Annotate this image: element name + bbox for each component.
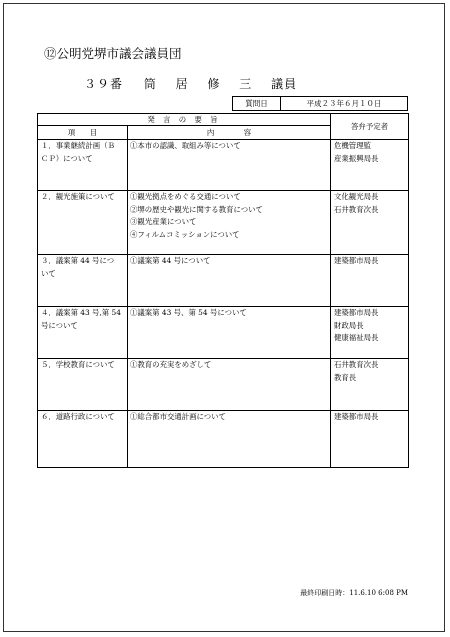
row-respondents bbox=[331, 359, 409, 411]
row-content-line: ①本市の認識、取組み等について bbox=[130, 141, 241, 150]
row-content-line: ①総合都市交通計画について bbox=[130, 412, 226, 421]
row-item bbox=[38, 411, 128, 468]
row-respondents bbox=[331, 140, 409, 191]
question-date-box bbox=[232, 96, 408, 111]
row-content bbox=[128, 411, 331, 468]
row-content bbox=[128, 359, 331, 411]
row-content-line: ③観光産業について bbox=[130, 217, 197, 226]
row-content bbox=[128, 140, 331, 191]
row-respondents bbox=[331, 191, 409, 255]
row-item-line: いて bbox=[41, 268, 56, 278]
table-row bbox=[38, 140, 409, 191]
row-respondents bbox=[331, 411, 409, 468]
row-respondents-line: 教育長 bbox=[334, 372, 357, 382]
row-respondents-line: 財政局長 bbox=[334, 320, 364, 330]
row-content-line: ①教育の充実をめざして bbox=[130, 360, 212, 369]
row-item-line: ３．議案第 44 号につ bbox=[41, 256, 115, 265]
row-respondents bbox=[331, 307, 409, 359]
row-respondents-line: 健康福祉局長 bbox=[334, 333, 379, 342]
table-row bbox=[38, 359, 409, 411]
row-item-line: ＣＰ）について bbox=[41, 153, 93, 163]
table-row bbox=[38, 255, 409, 307]
content-header: 内 容 bbox=[128, 126, 331, 140]
row-item bbox=[38, 191, 128, 255]
question-date-value: 平成２３年６月１０日 bbox=[306, 99, 382, 108]
last-printed: 最終印刷日時：11.6.10 6:08 PM bbox=[300, 589, 408, 597]
row-respondents-line: 産業振興局長 bbox=[334, 153, 379, 163]
row-content-line: ①観光拠点をめぐる交通について bbox=[130, 192, 241, 201]
row-item-line: ４．議案第 43 号,第 54 bbox=[41, 308, 121, 317]
row-content bbox=[128, 191, 331, 255]
table-row bbox=[38, 307, 409, 359]
row-content bbox=[128, 255, 331, 307]
respondent-header: 答弁予定者 bbox=[331, 114, 409, 140]
row-item bbox=[38, 140, 128, 191]
table-row bbox=[38, 411, 409, 468]
row-content-line: ②堺の歴史や観光に関する教育について bbox=[130, 204, 263, 214]
group-header: 発 言 の 要 旨 bbox=[38, 114, 331, 126]
row-respondents-line: 建築都市局長 bbox=[334, 412, 379, 421]
row-respondents-line: 建築都市局長 bbox=[334, 256, 379, 265]
row-item-line: １．事業継続計画（Ｂ bbox=[41, 141, 115, 150]
row-respondents-line: 石井教育次長 bbox=[334, 204, 379, 214]
row-content-line: ①議案第 43 号、第 54 号について bbox=[130, 308, 247, 317]
row-content-line: ④フィルムコミッションについて bbox=[130, 229, 240, 239]
row-item-line: 号について bbox=[41, 320, 78, 330]
row-respondents-line: 建築都市局長 bbox=[334, 308, 379, 317]
questions-table bbox=[37, 113, 409, 468]
question-date-label: 質問日 bbox=[233, 97, 281, 110]
row-item bbox=[38, 359, 128, 411]
party-name: ⑫公明党堺市議会議員団 bbox=[44, 46, 182, 61]
row-item-line: ２．観光施策について bbox=[41, 192, 115, 201]
row-respondents bbox=[331, 255, 409, 307]
table-row bbox=[38, 191, 409, 255]
member-number: ３９番 bbox=[84, 77, 124, 91]
row-content-line: ①議案第 44 号について bbox=[130, 256, 211, 265]
row-item-line: ６．道路行政について bbox=[41, 412, 115, 421]
row-content bbox=[128, 307, 331, 359]
member-line bbox=[84, 75, 297, 92]
row-item bbox=[38, 307, 128, 359]
item-header: 項 目 bbox=[38, 126, 128, 140]
row-item-line: ５．学校教育について bbox=[41, 360, 115, 369]
row-item bbox=[38, 255, 128, 307]
row-respondents-line: 文化観光局長 bbox=[334, 192, 379, 201]
member-name: 筒 居 修 三 議員 bbox=[143, 77, 298, 91]
row-respondents-line: 石井教育次長 bbox=[334, 360, 379, 369]
row-respondents-line: 危機管理監 bbox=[334, 141, 371, 150]
